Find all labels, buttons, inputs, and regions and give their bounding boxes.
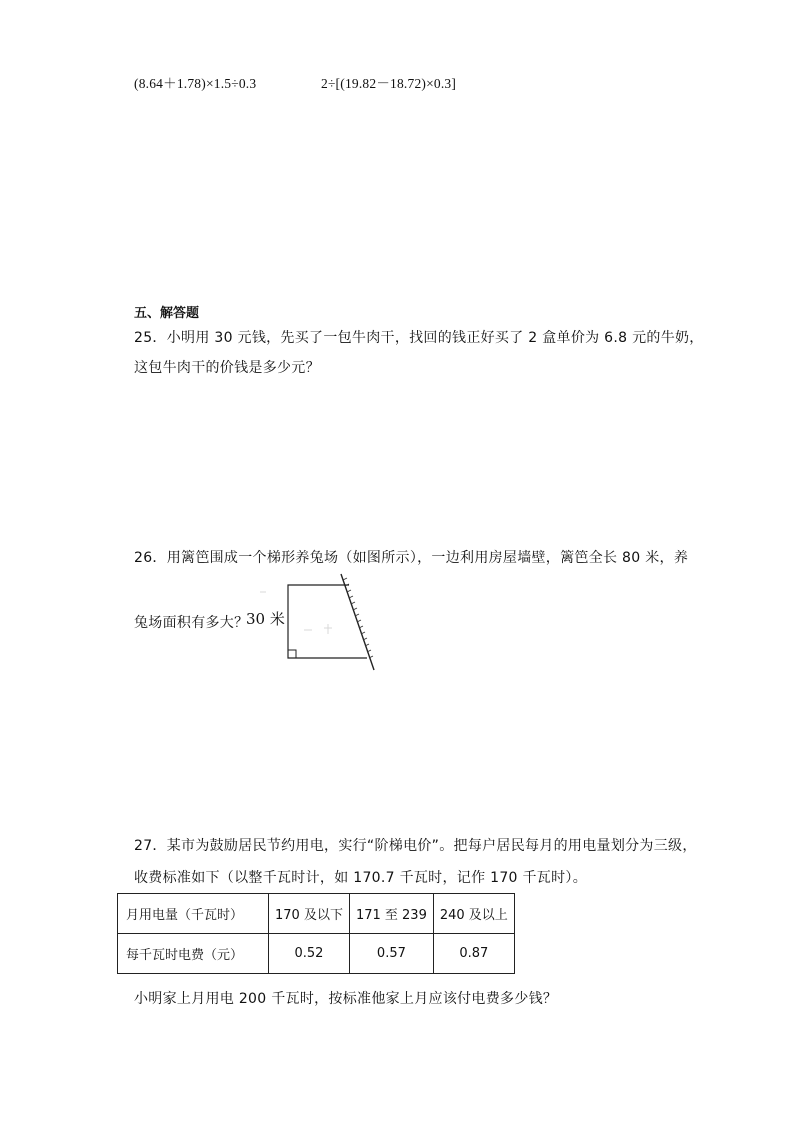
table-cell: 0.57 bbox=[349, 934, 433, 974]
q26-line-2: 兔场面积有多大？ bbox=[134, 615, 249, 631]
rate-table bbox=[117, 893, 515, 974]
q27-question: 小明家上月用电 200 千瓦时，按标准他家上月应该付电费多少钱？ bbox=[134, 991, 558, 1007]
section-heading: 五、解答题 bbox=[134, 306, 200, 321]
expression-2: 2÷[(19.82－18.72)×0.3] bbox=[321, 76, 457, 91]
expression-1: (8.64＋1.78)×1.5÷0.3 bbox=[134, 76, 257, 91]
q27-line-2: 收费标准如下（以整千瓦时计，如 170.7 千瓦时，记作 170 千瓦时）。 bbox=[134, 870, 587, 886]
table-row bbox=[118, 894, 515, 934]
table-cell: 月用电量（千瓦时） bbox=[118, 894, 269, 934]
table-cell: 240 及以上 bbox=[433, 894, 514, 934]
fence-outline bbox=[288, 585, 367, 658]
q25-line-2: 这包牛肉干的价钱是多少元？ bbox=[134, 360, 320, 376]
wall-hatching bbox=[343, 578, 373, 658]
table-cell: 170 及以下 bbox=[269, 894, 350, 934]
q26-line-1: 26．用篱笆围成一个梯形养兔场（如图所示），一边利用房屋墙壁，篱笆全长 80 米，养 bbox=[134, 550, 689, 566]
q25-line-1: 25．小明用 30 元钱，先买了一包牛肉干，找回的钱正好买了 2 盒单价为 6.8 元的牛奶， bbox=[134, 330, 704, 346]
figure-label-30m: 30 米 bbox=[246, 610, 285, 628]
table-cell: 171 至 239 bbox=[349, 894, 433, 934]
q27-line-1: 27．某市为鼓励居民节约用电，实行“阶梯电价”。把每户居民每月的用电量划分为三级， bbox=[134, 838, 697, 854]
table-cell: 0.87 bbox=[433, 934, 514, 974]
table-row bbox=[118, 934, 515, 974]
table-cell: 每千瓦时电费（元） bbox=[118, 934, 269, 974]
table-cell: 0.52 bbox=[269, 934, 350, 974]
right-angle-mark bbox=[288, 650, 296, 658]
